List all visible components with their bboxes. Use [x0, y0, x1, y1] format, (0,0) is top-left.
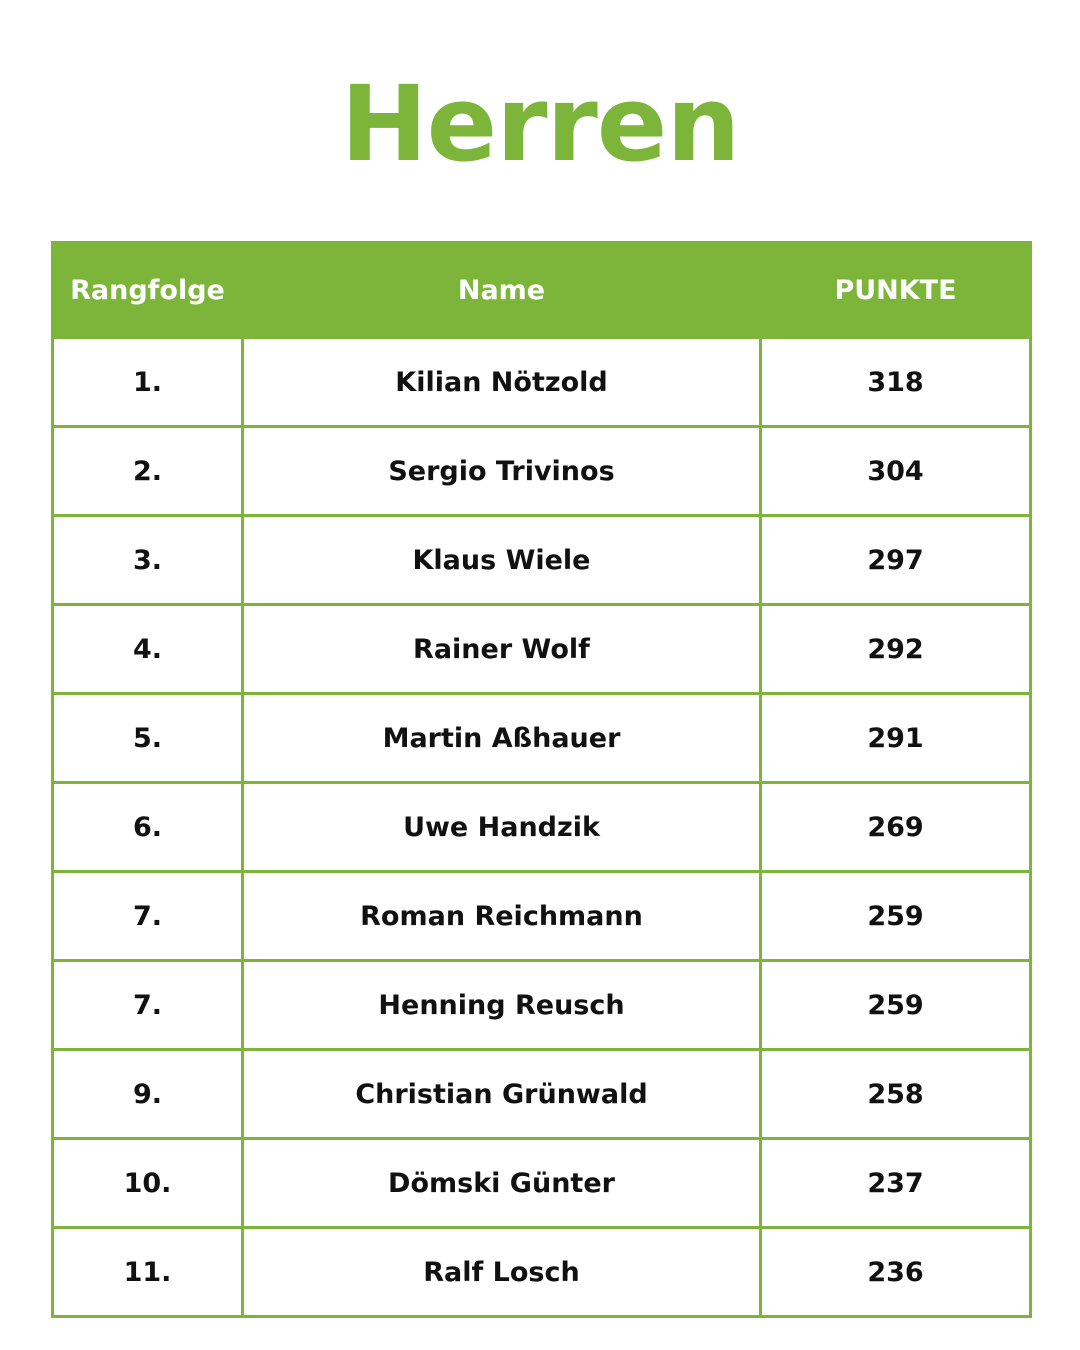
table-row — [53, 694, 1031, 783]
header-points: PUNKTE — [761, 243, 1031, 338]
table-row — [53, 872, 1031, 961]
table-row — [53, 1228, 1031, 1317]
points-cell: 269 — [761, 783, 1031, 872]
points-cell: 291 — [761, 694, 1031, 783]
rank-cell: 7. — [53, 872, 243, 961]
points-cell: 259 — [761, 961, 1031, 1050]
rank-cell: 6. — [53, 783, 243, 872]
rank-cell: 5. — [53, 694, 243, 783]
header-name: Name — [243, 243, 761, 338]
points-cell: 259 — [761, 872, 1031, 961]
table-row — [53, 1050, 1031, 1139]
rank-cell: 10. — [53, 1139, 243, 1228]
table-row — [53, 783, 1031, 872]
table-row — [53, 1139, 1031, 1228]
name-cell: Sergio Trivinos — [243, 427, 761, 516]
name-cell: Kilian Nötzold — [243, 338, 761, 427]
name-cell: Ralf Losch — [243, 1228, 761, 1317]
rank-cell: 1. — [53, 338, 243, 427]
points-cell: 318 — [761, 338, 1031, 427]
name-cell: Rainer Wolf — [243, 605, 761, 694]
ranking-table-container — [51, 241, 1029, 1318]
table-row — [53, 961, 1031, 1050]
points-cell: 292 — [761, 605, 1031, 694]
rank-cell: 2. — [53, 427, 243, 516]
table-row — [53, 605, 1031, 694]
name-cell: Klaus Wiele — [243, 516, 761, 605]
table-row — [53, 427, 1031, 516]
header-rank: Rangfolge — [53, 243, 243, 338]
name-cell: Dömski Günter — [243, 1139, 761, 1228]
name-cell: Roman Reichmann — [243, 872, 761, 961]
points-cell: 236 — [761, 1228, 1031, 1317]
rank-cell: 3. — [53, 516, 243, 605]
points-cell: 304 — [761, 427, 1031, 516]
points-cell: 237 — [761, 1139, 1031, 1228]
table-row — [53, 338, 1031, 427]
name-cell: Martin Aßhauer — [243, 694, 761, 783]
rank-cell: 11. — [53, 1228, 243, 1317]
rank-cell: 7. — [53, 961, 243, 1050]
ranking-table — [51, 241, 1032, 1318]
name-cell: Uwe Handzik — [243, 783, 761, 872]
name-cell: Henning Reusch — [243, 961, 761, 1050]
points-cell: 258 — [761, 1050, 1031, 1139]
table-header-row — [53, 243, 1031, 338]
rank-cell: 4. — [53, 605, 243, 694]
table-row — [53, 516, 1031, 605]
page-title: Herren — [340, 63, 740, 185]
rank-cell: 9. — [53, 1050, 243, 1139]
name-cell: Christian Grünwald — [243, 1050, 761, 1139]
points-cell: 297 — [761, 516, 1031, 605]
